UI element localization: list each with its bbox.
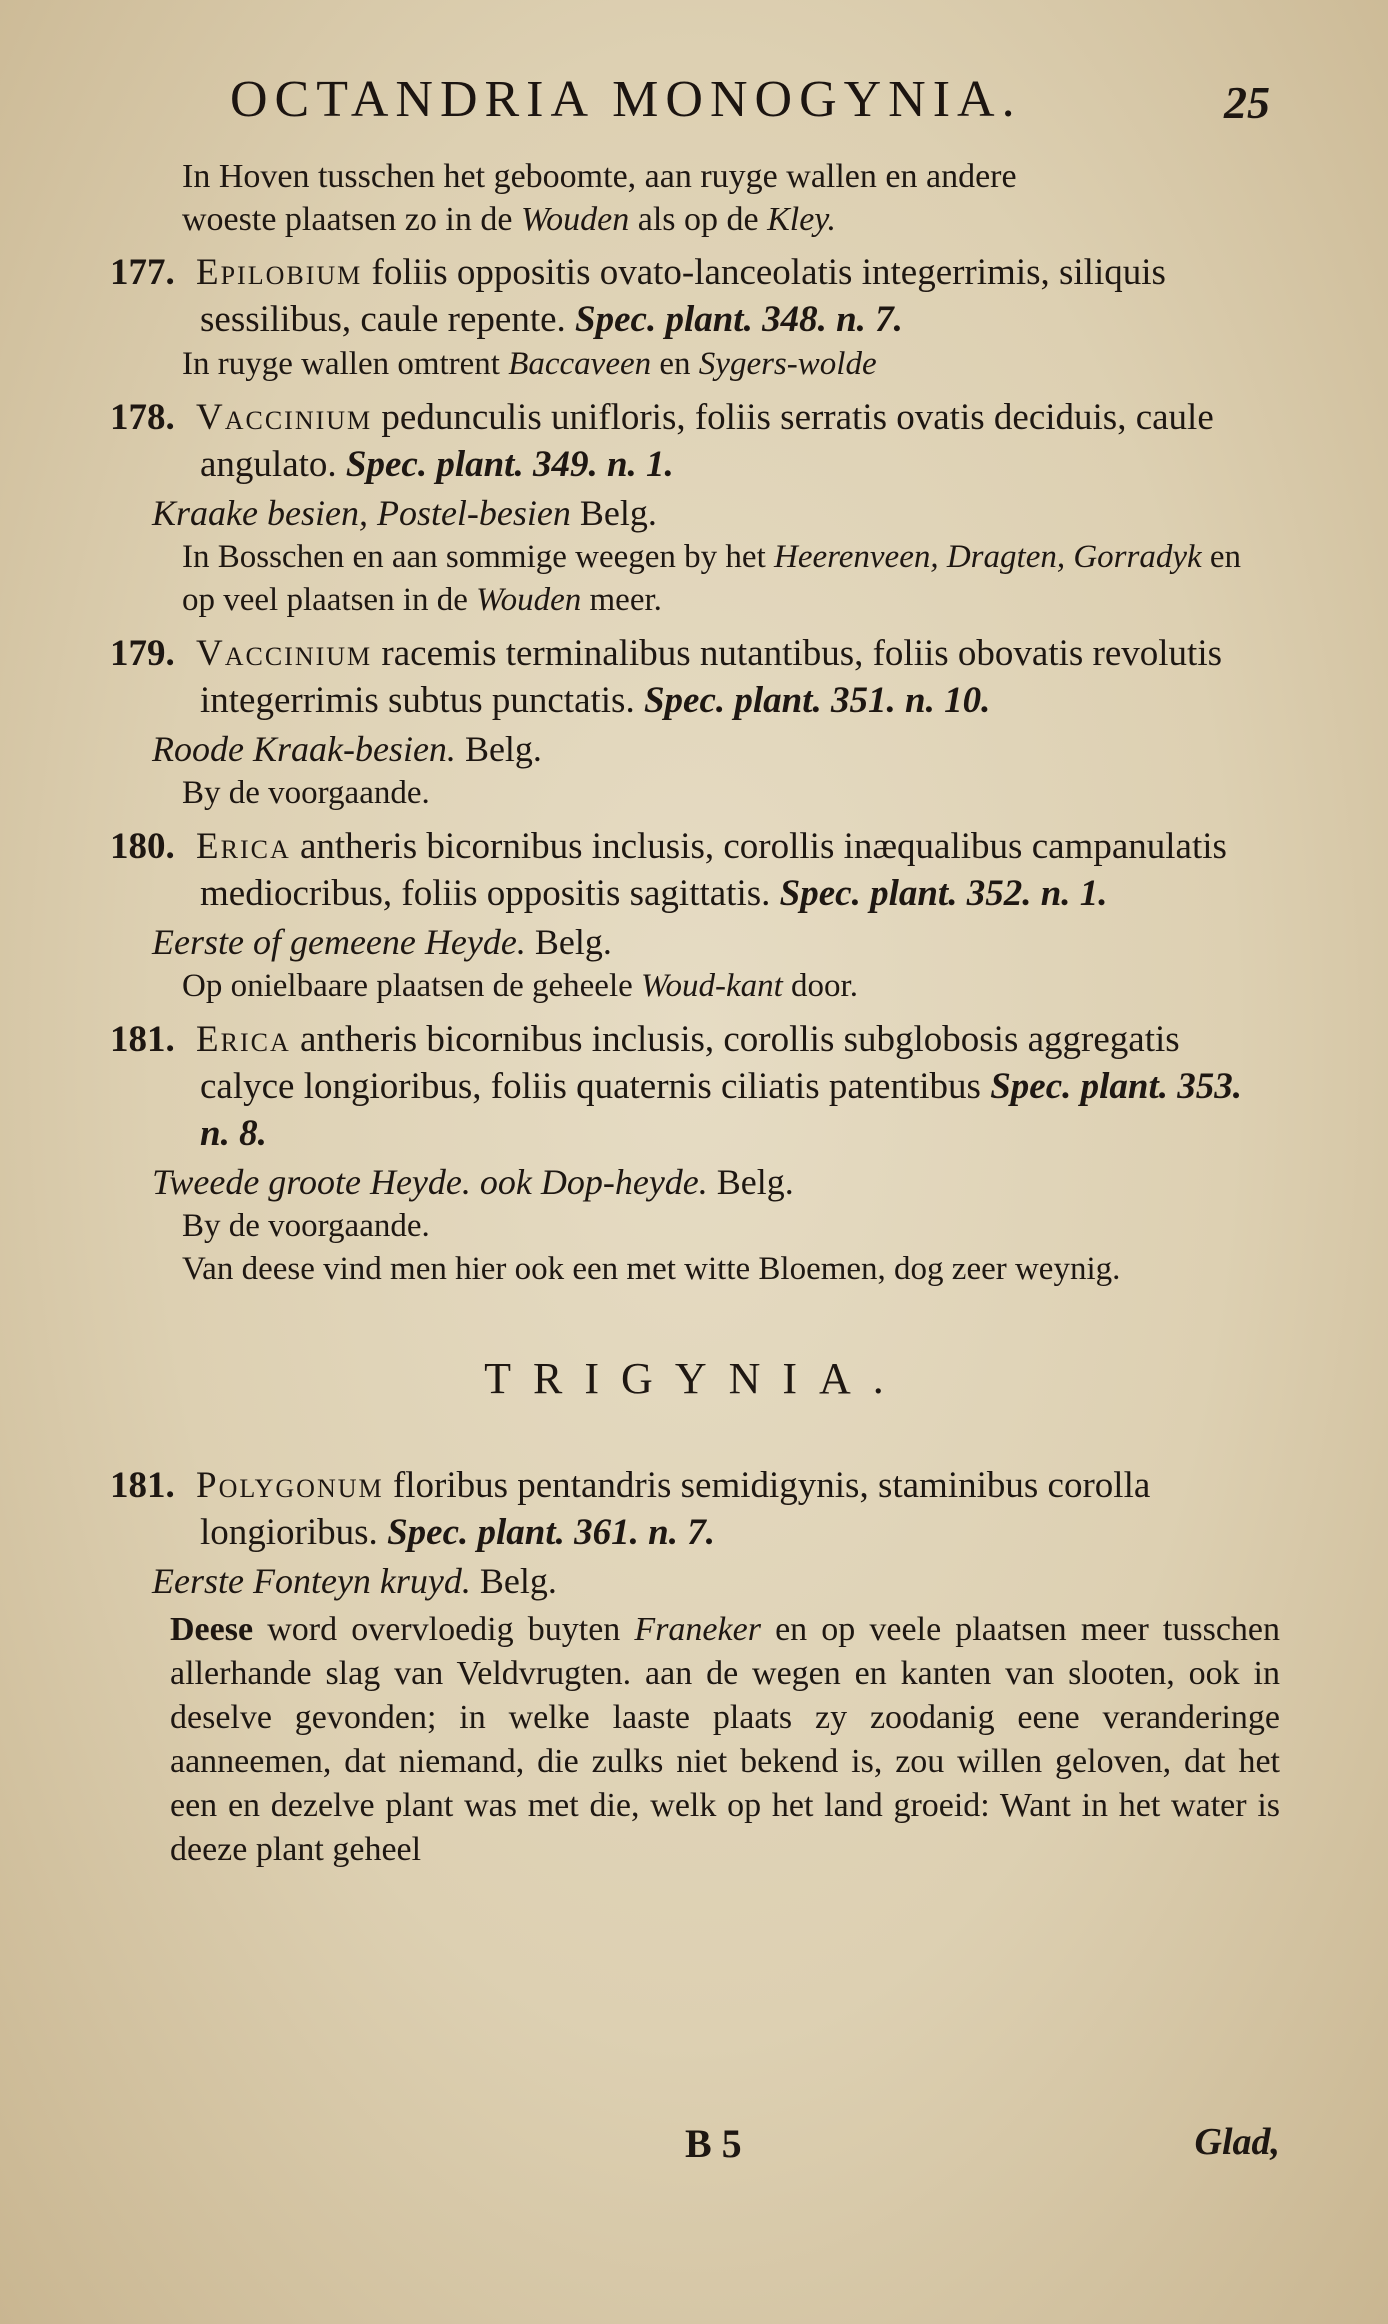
- locality-text: In ruyge wallen omtrent: [182, 346, 509, 382]
- place-name: Heerenveen, Dragten, Gorradyk: [774, 539, 1202, 575]
- locality-note: By de voorgaande.: [182, 1208, 430, 1244]
- description-paragraph: [170, 1608, 1280, 1872]
- language-label: Belg.: [707, 1162, 794, 1202]
- species-entry-179: [110, 630, 1280, 724]
- locality-text: woeste plaatsen zo in de: [182, 201, 521, 238]
- entry-number: 178.: [110, 397, 175, 438]
- paragraph-text: word overvloedig buyten: [253, 1611, 635, 1648]
- locality-note: [182, 155, 1280, 241]
- species-entry-181-polygonum: [110, 1462, 1280, 1556]
- place-name: Wouden: [520, 201, 630, 238]
- locality-text: door.: [782, 968, 858, 1004]
- vernacular-text: Tweede groote Heyde. ook Dop-heyde.: [152, 1162, 708, 1202]
- diagnosis-text: antheris bicornibus inclusis, corollis inæqualibus campanulatis mediocribus, foliis oppositis sagittatis.: [200, 826, 1227, 914]
- vernacular-text: Roode Kraak-besien.: [152, 729, 456, 769]
- diagnosis-text: floribus pentandris semidigynis, staminibus corolla longioribus.: [200, 1465, 1151, 1553]
- species-reference: Spec. plant. 351. n. 10.: [643, 680, 991, 721]
- catchword: Glad,: [1194, 2121, 1280, 2163]
- section-title: TRIGYNIA.: [484, 1354, 906, 1403]
- locality-text: en op veel plaatsen in de: [182, 539, 1242, 618]
- place-name: Franeker: [634, 1611, 761, 1648]
- locality-text: meer.: [581, 582, 662, 618]
- paragraph-initial-word: Deese: [170, 1611, 254, 1648]
- entry-number: 181.: [110, 1465, 175, 1506]
- genus-name: Erica: [196, 826, 291, 867]
- species-entry-180: [110, 823, 1280, 917]
- vernacular-text: Kraake besien, Postel-besien: [152, 493, 571, 533]
- diagnosis-text: racemis terminalibus nutantibus, foliis obovatis revolutis integerrimis subtus punctatis.: [200, 633, 1223, 721]
- vernacular-name: [152, 490, 1280, 536]
- vernacular-text: Eerste Fonteyn kruyd.: [152, 1561, 471, 1601]
- species-reference: Spec. plant. 348. n. 7.: [575, 299, 903, 340]
- locality-text: Op onielbaare plaatsen de geheele: [182, 968, 642, 1004]
- genus-name: Erica: [196, 1019, 291, 1060]
- running-title: OCTANDRIA MONOGYNIA.: [230, 71, 1022, 128]
- genus-name: Polygonum: [196, 1465, 384, 1506]
- locality-note: [182, 536, 1280, 622]
- diagnosis-text: pedunculis unifloris, foliis serratis ovatis deciduis, caule angulato.: [200, 397, 1214, 485]
- language-label: Belg.: [470, 1561, 557, 1601]
- entry-number: 179.: [110, 633, 175, 674]
- vernacular-name: [152, 1159, 1280, 1205]
- language-label: Belg.: [525, 922, 612, 962]
- genus-name: Epilobium: [196, 252, 363, 293]
- locality-line: In Hoven tusschen het geboomte, aan ruyge wallen en andere: [182, 158, 1017, 195]
- species-entry-178: [110, 394, 1280, 488]
- diagnosis-text: antheris bicornibus inclusis, corollis subglobosis aggregatis calyce longioribus, foliis quaternis ciliatis patentibus: [200, 1019, 1180, 1107]
- page-content: [110, 155, 1280, 1872]
- entry-number: 177.: [110, 252, 175, 293]
- locality-text: als op de: [629, 201, 768, 238]
- species-reference: Spec. plant. 349. n. 1.: [345, 444, 674, 485]
- genus-name: Vaccinium: [196, 397, 373, 438]
- place-name: Kley.: [767, 201, 837, 238]
- locality-note: [182, 343, 1280, 386]
- locality-note: By de voorgaande.: [182, 775, 430, 811]
- species-reference: Spec. plant. 353. n. 8.: [200, 1066, 1243, 1154]
- page-footer: [110, 2120, 1280, 2180]
- place-name: Baccaveen: [508, 346, 652, 382]
- vernacular-name: [152, 919, 1280, 965]
- paragraph-text: en op veele plaatsen meer tusschen allerhande slag van Veldvrugten. aan de wegen en kanten van slooten, ook in deselve gevonden; in welke laaste plaats zy zoodanig eene veranderinge aanneemen, dat niemand, die zulks niet bekend is, zou willen geloven, dat het een en dezelve plant was met die, welk op het land groeid: Want in het water is deeze plant geheel: [170, 1611, 1281, 1868]
- diagnosis-text: foliis oppositis ovato-lanceolatis integerrimis, siliquis sessilibus, caule repente.: [200, 252, 1166, 340]
- signature-mark: B 5: [685, 2121, 742, 2166]
- vernacular-name: [152, 1558, 1280, 1604]
- vernacular-name: [152, 726, 1280, 772]
- place-name: Sygers-wolde: [698, 346, 877, 382]
- place-name: Wouden: [476, 582, 582, 618]
- entry-number: 181.: [110, 1019, 175, 1060]
- species-reference: Spec. plant. 352. n. 1.: [779, 873, 1108, 914]
- locality-note: [182, 965, 1280, 1008]
- place-name: Woud-kant: [641, 968, 783, 1004]
- language-label: Belg.: [570, 493, 657, 533]
- remark-note: Van deese vind men hier ook een met witte Bloemen, dog zeer weynig.: [182, 1251, 1121, 1287]
- entry-number: 180.: [110, 826, 175, 867]
- species-reference: Spec. plant. 361. n. 7.: [387, 1512, 715, 1553]
- vernacular-text: Eerste of gemeene Heyde.: [152, 922, 526, 962]
- language-label: Belg.: [455, 729, 542, 769]
- page-number: 25: [1224, 77, 1270, 128]
- locality-text: en: [651, 346, 699, 382]
- genus-name: Vaccinium: [196, 633, 373, 674]
- locality-text: In Bosschen en aan sommige weegen by het: [182, 539, 775, 575]
- species-entry-181-erica: [110, 1016, 1280, 1157]
- species-entry-177: [110, 249, 1280, 343]
- page-header: [230, 70, 1270, 140]
